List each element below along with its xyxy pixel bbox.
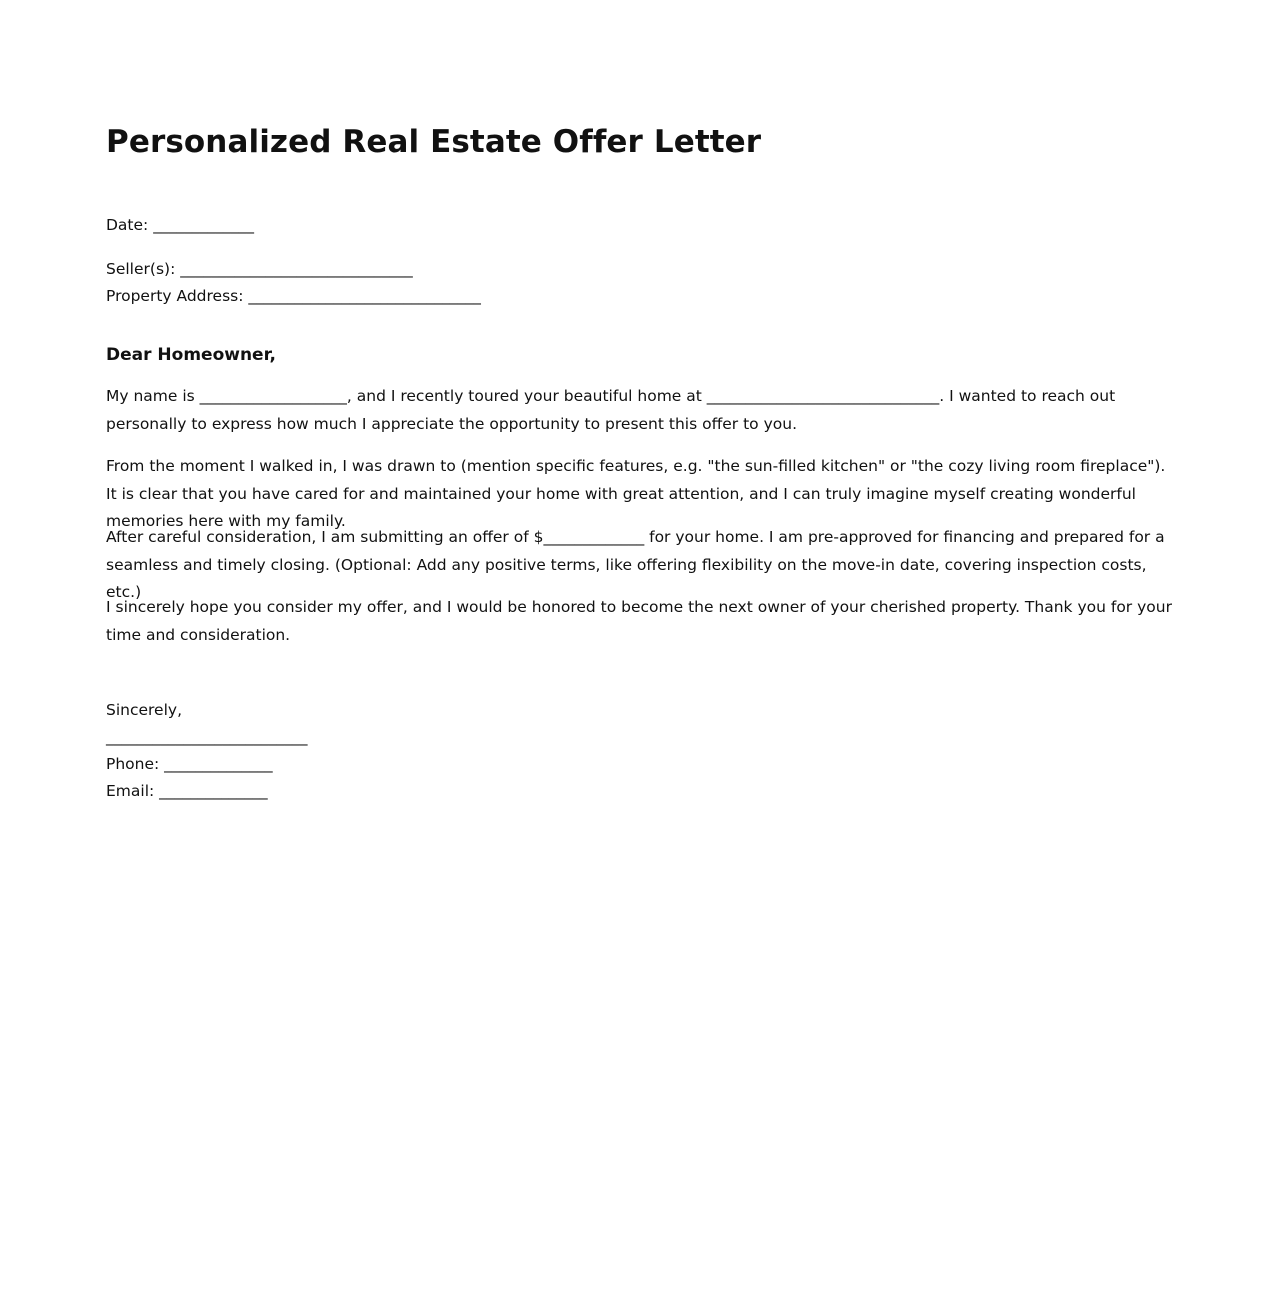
paragraph-introduction: My name is ___________________, and I recently toured your beautiful home at ______________________________. I wanted to reach out personally to express how much I appreciate the opportunity to present this offer to you. <box>106 387 1116 433</box>
paragraph-closing-remarks: I sincerely hope you consider my offer, and I would be honored to become the next owner of your cherished property. Thank you for your time and consideration. <box>106 598 1172 644</box>
sellers-line: Seller(s): ______________________________ <box>106 260 413 278</box>
closing-salutation: Sincerely, <box>106 701 183 719</box>
signature-line: __________________________ <box>106 728 308 746</box>
greeting: Dear Homeowner, <box>106 345 276 365</box>
date-line: Date: _____________ <box>106 216 254 234</box>
paragraph-features: From the moment I walked in, I was drawn to (mention specific features, e.g. "the sun-filled kitchen" or "the cozy living room fireplace"). It is clear that you have cared for and maintained your home with great attention, and I can truly imagine myself creating wonderful memories here with my family. <box>106 457 1166 530</box>
phone-line: Phone: ______________ <box>106 755 273 773</box>
paragraph-offer: After careful consideration, I am submitting an offer of $_____________ for your home. I am pre-approved for financing and prepared for a seamless and timely closing. (Optional: Add any positive terms, like offering flexibility on the move-in date, covering inspection costs, etc.) <box>106 528 1165 601</box>
email-line: Email: ______________ <box>106 782 268 800</box>
page-title: Personalized Real Estate Offer Letter <box>106 124 762 160</box>
property-address-line: Property Address: ______________________________ <box>106 287 481 305</box>
